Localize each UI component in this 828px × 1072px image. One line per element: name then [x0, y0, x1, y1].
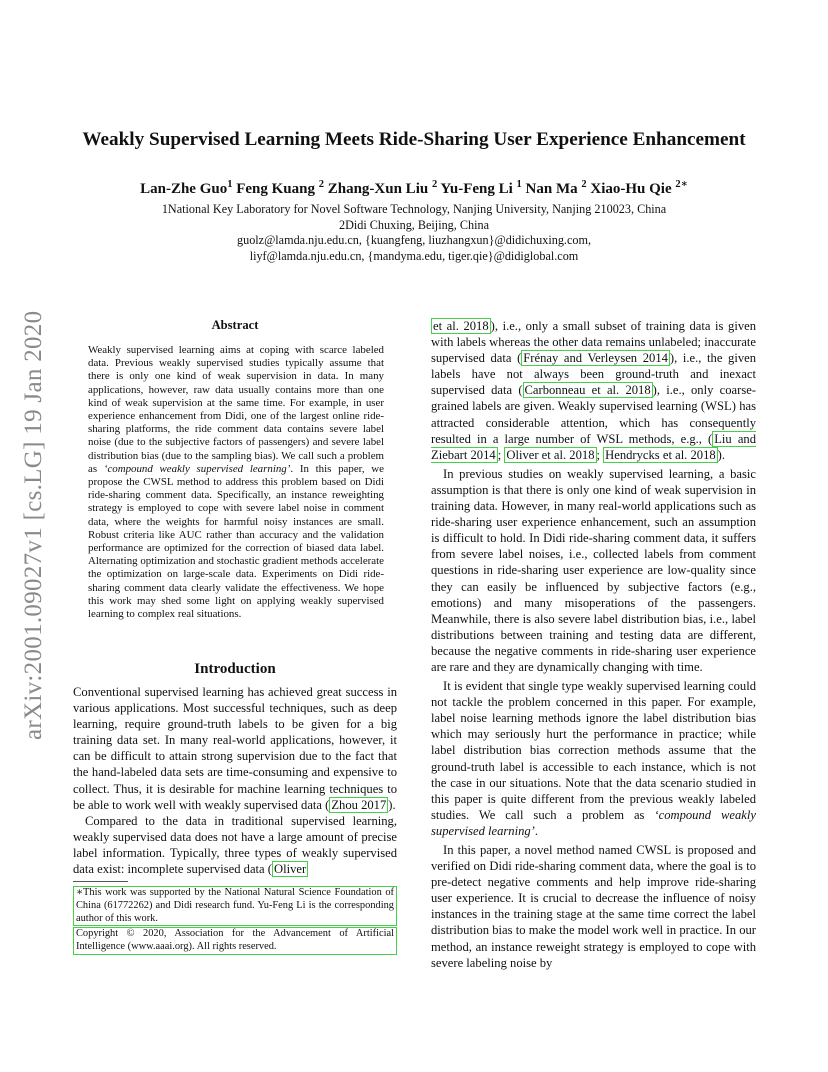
- footnote-rule: [73, 881, 128, 882]
- text: ), i.e., the given labels have not always been ground-truth and inexact supervised data (: [431, 351, 757, 398]
- abstract-text-b: . In this paper, we propose the CWSL method to address this problem based on Didi ride-sharing comment data. Specifically, an instance reweighting strategy is employed to cope with severe label noise in comment data, where the weights for harmful noisy instances are small. Robust criteria like AUC rather than accuracy and the validation performance are optimized for the correction of biased data label. Alternating optimization and stochastic gradient methods accelerate the optimization on large-scale data. Experiments on Didi ride-sharing comment data clearly validate the effectiveness. We hope this work may shed some light on applying weakly supervised learning to complex real situations.: [88, 462, 384, 621]
- citation-link[interactable]: Frénay and Verleysen 2014: [523, 351, 668, 366]
- intro-paragraph-1: [73, 684, 397, 813]
- abstract-text-a: Weakly supervised learning aims at coping with scarce labeled data. Previous weakly supervised studies typically assume that there is only one kind of weak supervision in data. In many applications, however, raw data usually contains more than one kind of weak supervision at the same time. For example, in user experience enhancement from Didi, one of the largest online ride-sharing platforms, the ride comment data contains severe label noise (due to the subjective factors of passengers) and severe label distribution bias (due to the sampling bias). We call such a problem as: [88, 344, 384, 475]
- abstract-emphasis: ‘compound weakly supervised learning’: [103, 462, 291, 475]
- intro-paragraph-2: [73, 813, 397, 877]
- text: ;: [596, 447, 604, 462]
- right-column: [431, 318, 756, 971]
- citation-link[interactable]: Hendrycks et al. 2018: [605, 447, 716, 462]
- author-list-text: Lan-Zhe Guo$^1$ Feng Kuang $^2$ Zhang-Xun Liu $^2$ Yu-Feng Li $^1$ Nan Ma $^2$ Xiao-Hu Qie $^{2∗}$: [140, 179, 688, 197]
- footnote-copyright-link[interactable]: Copyright © 2020, Association for the Advancement of Artificial Intelligence (www.aaai.org). All rights reserved.: [73, 927, 397, 955]
- text: ).: [388, 797, 396, 812]
- footnote-funding-link[interactable]: ∗This work was supported by the National Natural Science Foundation of China (61772262) and Didi research fund. Yu-Feng Li is the corresponding author of this work.: [73, 886, 397, 926]
- intro-paragraph-3: In previous studies on weakly supervised learning, a basic assumption is that there is only one kind of weak supervision in training data. However, in many real-world applications such as ride-sharing user experience enhancement, such an assumption is difficult to hold. In Didi ride-sharing comment data, it suffers from severe label noises, i.e., collected labels from comment questions in ride-sharing user experience are low-quality since they can easily be influenced by subjective factors (e.g., emotions) and many misoperations of the passengers. Meanwhile, there is also severe label distribution bias, i.e., label distributions between training and testing data are different, because the negative comments in ride-sharing user experience are rare and they are dynamically changing with time.: [431, 466, 756, 674]
- author-list: [0, 181, 828, 198]
- emails-line-1: guolz@lamda.nju.edu.cn, {kuangfeng, liuzhangxun}@didichuxing.com,: [237, 233, 591, 247]
- abstract-heading: Abstract: [211, 318, 259, 332]
- citation-link[interactable]: Liu and Ziebart 2014: [431, 431, 756, 462]
- text: .: [534, 823, 539, 838]
- citation-link[interactable]: Oliver et al. 2018: [506, 447, 595, 462]
- intro-paragraph-2-cont: [431, 318, 756, 463]
- affiliation-1: 1National Key Laboratory for Novel Software Technology, Nanjing University, Nanjing 210023, China: [161, 202, 667, 216]
- text: It is evident that single type weakly supervised learning could not tackle the problem concerned in this paper. For example, label noise learning methods ignore the label distribution bias which may seriously hurt the performance in practice; while label distribution bias correction methods assume that the ground-truth label is accessible to each instance, which is not the case in our situations. Note that the data scenario studied in this paper is quite different from the previous weakly labeled studies. We call such a problem as: [431, 679, 756, 822]
- text: ).: [717, 447, 726, 462]
- arxiv-sidebar-stamp: arXiv:2001.09027v1 [cs.LG] 19 Jan 2020: [20, 310, 47, 740]
- intro-paragraph-4: [431, 678, 756, 839]
- footnote: [73, 886, 397, 955]
- text: ), i.e., only a small subset of training data is given with labels whereas the other data remains unlabeled; inaccurate supervised data (: [431, 319, 756, 366]
- citation-link[interactable]: Carbonneau et al. 2018: [524, 383, 651, 398]
- text: ), i.e., only coarse-grained labels are given. Weakly supervised learning (WSL) has attracted considerable attention, which has consequently resulted in a large number of WSL methods, e.g., (: [431, 383, 756, 446]
- abstract-body: [88, 344, 384, 621]
- citation-link[interactable]: et al. 2018: [433, 319, 489, 333]
- intro-left-column: [73, 684, 397, 877]
- intro-paragraph-5: In this paper, a novel method named CWSL is proposed and verified on Didi ride-sharing comment data, where the goal is to pre-detect negative comments and help improve ride-sharing user experience. It is crucial to decrease the influence of noisy instances in the training stage at the same time correct the label distribution bias to make the model work well in practice. In our method, an instance reweight strategy is employed to cope with severe labeling noise by: [431, 843, 756, 970]
- affiliation-2: 2Didi Chuxing, Beijing, China: [339, 217, 489, 232]
- text: ;: [497, 447, 505, 462]
- paper-title: Weakly Supervised Learning Meets Ride-Sharing User Experience Enhancement: [82, 129, 746, 150]
- text: Compared to the data in traditional supervised learning, weakly supervised data does not have a large amount of precise label information. Typically, three types of weakly supervised data exist: incomplete supervised data (: [73, 813, 397, 877]
- emphasis: ‘compound weakly supervised learning’: [431, 807, 756, 838]
- affiliations: [0, 202, 828, 264]
- text: Conventional supervised learning has achieved great success in various applications. Most successful techniques, such as deep learning, require ground-truth labels to be given for a big training data set. In many real-world applications, however, it can be difficult to attain strong supervision due to the fact that the hand-labeled data sets are time-consuming and expensive to collect. Thus, it is desirable for machine learning techniques to be able to work well with weakly supervised data (: [73, 685, 397, 812]
- emails-line-2: liyf@lamda.nju.edu.cn, {mandyma.edu, tiger.qie}@didiglobal.com: [249, 248, 579, 263]
- citation-link[interactable]: Oliver: [274, 862, 307, 877]
- introduction-heading: Introduction: [194, 661, 276, 677]
- citation-link[interactable]: Zhou 2017: [331, 797, 387, 812]
